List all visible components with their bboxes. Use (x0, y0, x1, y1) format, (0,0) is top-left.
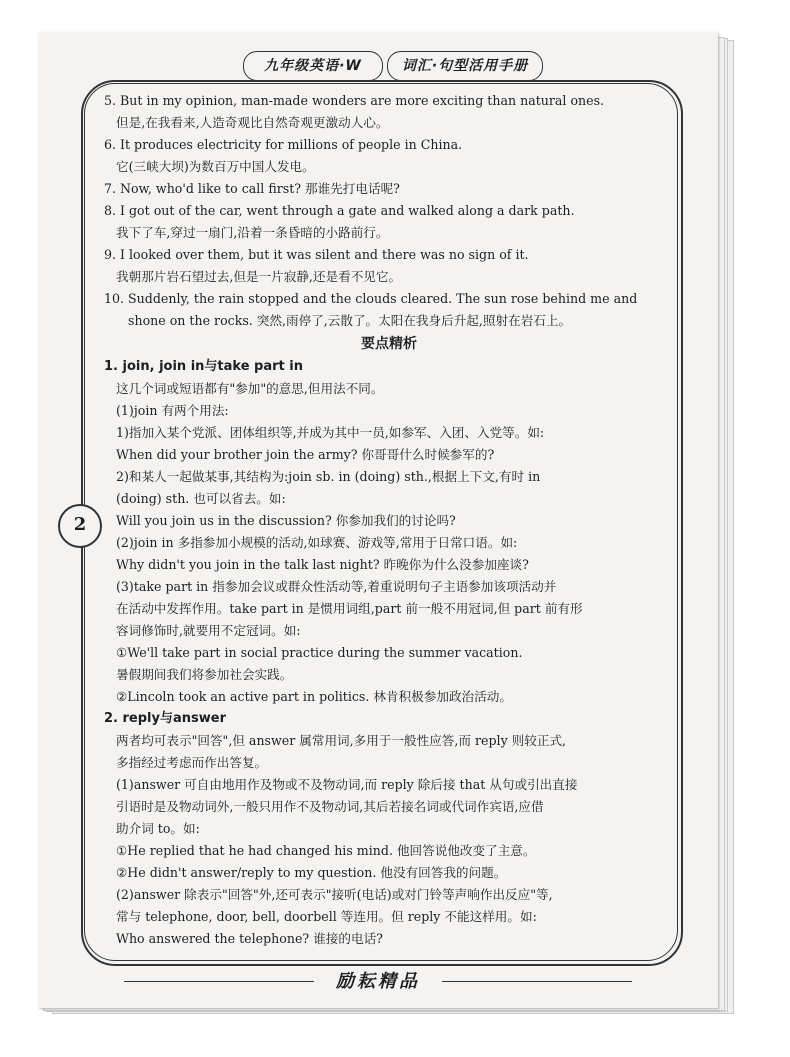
header-left-banner: 九年级英语·W (243, 51, 383, 81)
sentence-10-en: 10. Suddenly, the rain stopped and the clouds cleared. The sun rose behind me and (104, 291, 638, 306)
point1-line: (1)join 有两个用法: (116, 403, 229, 418)
point1-line: When did your brother join the army? 你哥哥什么时候参军的? (116, 447, 495, 462)
point1-line: 1)指加入某个党派、团体组织等,并成为其中一员,如参军、入团、入党等。如: (116, 425, 545, 440)
sentence-9-cn: 我朝那片岩石望过去,但是一片寂静,还是看不见它。 (116, 269, 402, 284)
point1-line: 2)和某人一起做某事,其结构为:join sb. in (doing) sth.,根据上下文,有时 in (116, 469, 541, 484)
sentence-9-en: 9. I looked over them, but it was silent and there was no sign of it. (104, 247, 529, 262)
point2-line: 常与 telephone, door, bell, doorbell 等连用。但 reply 不能这样用。如: (116, 909, 537, 924)
sentence-8-en: 8. I got out of the car, went through a gate and walked along a dark path. (104, 203, 575, 218)
sentence-5-cn: 但是,在我看来,人造奇观比自然奇观更激动人心。 (116, 115, 389, 130)
book-page (38, 32, 718, 1008)
header-right-banner: 词汇·句型活用手册 (387, 51, 543, 81)
sentence-7: 7. Now, who'd like to call first? 那谁先打电话呢? (104, 181, 400, 196)
point1-line: ②Lincoln took an active part in politics. 林肯积极参加政治活动。 (116, 689, 512, 704)
point2-line: ②He didn't answer/reply to my question. 他没有回答我的问题。 (116, 865, 507, 880)
point2-line: 引语时是及物动词外,一般只用作不及物动词,其后若接名词或代词作宾语,应借 (116, 799, 544, 814)
page-number-badge: 2 (58, 504, 102, 548)
point2-title: 2. reply与answer (104, 711, 226, 726)
sentence-6-cn: 它(三峡大坝)为数百万中国人发电。 (116, 159, 315, 174)
point2-line: 两者均可表示"回答",但 answer 属常用词,多用于一般性应答,而 reply 则较正式, (116, 733, 567, 748)
point2-line: ①He replied that he had changed his mind. 他回答说他改变了主意。 (116, 843, 536, 858)
point2-line: 多指经过考虑而作出答复。 (116, 755, 268, 770)
point2-line: (2)answer 除表示"回答"外,还可表示"接听(电话)或对门铃等声响作出反应"等, (116, 887, 553, 902)
point1-line: 暑假期间我们将参加社会实践。 (116, 667, 293, 682)
point1-line: Will you join us in the discussion? 你参加我们的讨论吗? (116, 513, 456, 528)
point1-line: 这几个词或短语都有"参加"的意思,但用法不同。 (116, 381, 384, 396)
point2-line: Who answered the telephone? 谁接的电话? (116, 931, 383, 946)
point1-line: (3)take part in 指参加会议或群众性活动等,着重说明句子主语参加该项活动并 (116, 579, 557, 594)
point1-line: (2)join in 多指参加小规模的活动,如球赛、游戏等,常用于日常口语。如: (116, 535, 518, 550)
point2-line: 助介词 to。如: (116, 821, 200, 836)
point2-line: (1)answer 可自由地用作及物或不及物动词,而 reply 除后接 that 从句或引出直接 (116, 777, 578, 792)
sentence-5-en: 5. But in my opinion, man-made wonders are more exciting than natural ones. (104, 93, 605, 108)
point1-line: 容词修饰时,就要用不定冠词。如: (116, 623, 301, 638)
point1-line: Why didn't you join in the talk last night? 昨晚你为什么没参加座谈? (116, 557, 529, 572)
sentence-6-en: 6. It produces electricity for millions of people in China. (104, 137, 463, 152)
footer-rule-right (442, 981, 632, 982)
footer-rule-left (124, 981, 314, 982)
point1-line: (doing) sth. 也可以省去。如: (116, 491, 286, 506)
point1-title: 1. join, join in与take part in (104, 359, 303, 374)
sentence-10-cont: shone on the rocks. 突然,雨停了,云散了。太阳在我身后升起,照射在岩石上。 (128, 313, 572, 328)
page-footer (38, 967, 718, 993)
point1-line: 在活动中发挥作用。take part in 是惯用词组,part 前一般不用冠词,但 part 前有形 (116, 601, 583, 616)
section-title: 要点精析 (361, 336, 417, 352)
page-content (104, 90, 674, 950)
point1-line: ①We'll take part in social practice during the summer vacation. (116, 645, 523, 660)
sentence-8-cn: 我下了车,穿过一扇门,沿着一条昏暗的小路前行。 (116, 225, 389, 240)
footer-brand: 励耘精品 (336, 971, 420, 992)
